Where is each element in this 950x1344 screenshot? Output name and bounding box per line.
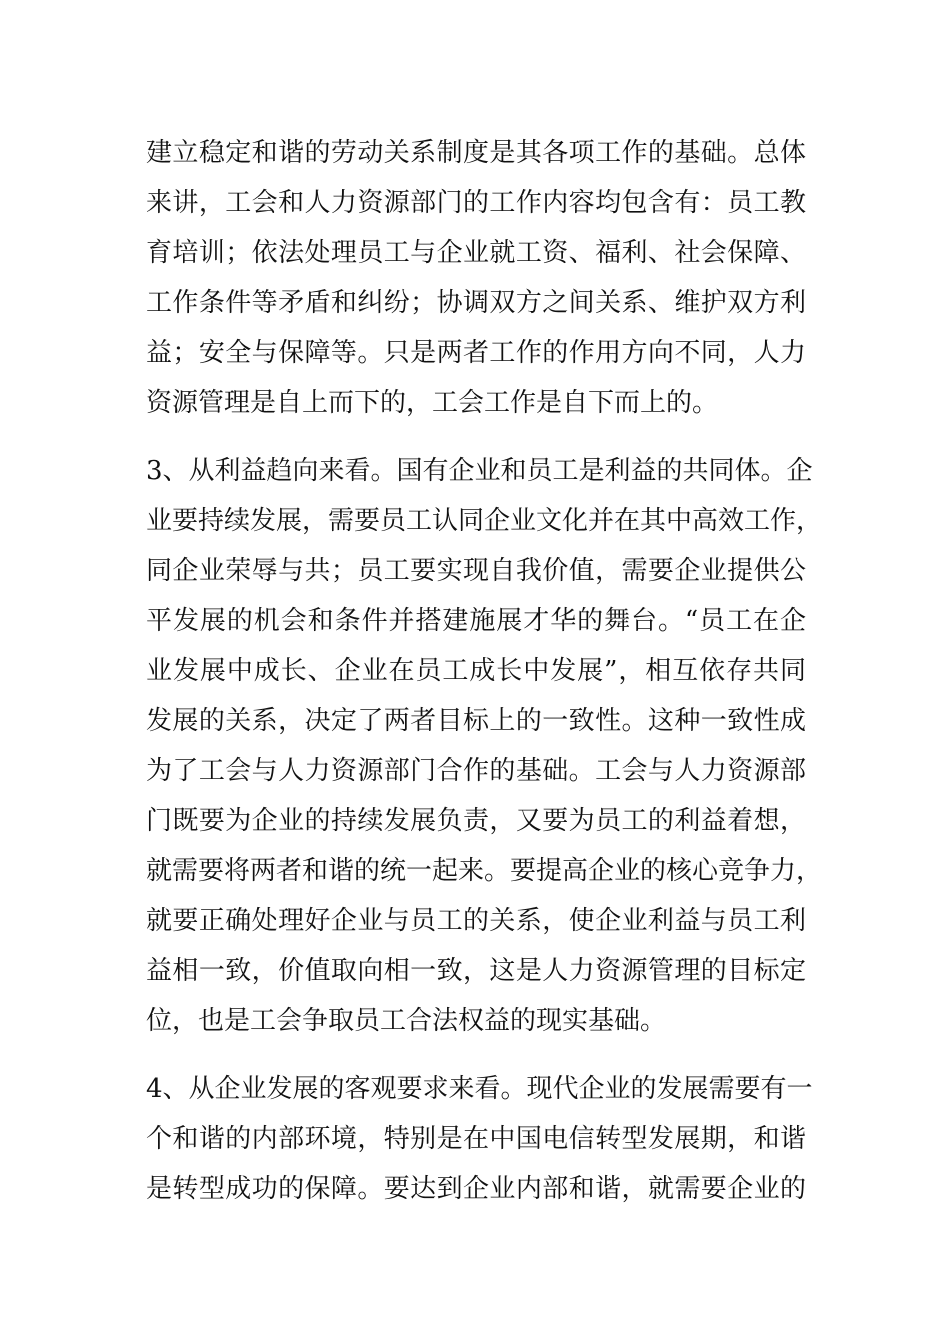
text-line: 同企业荣辱与共；员工要实现自我价值，需要企业提供公 (146, 556, 806, 586)
text-line: 业要持续发展，需要员工认同企业文化并在其中高效工作， (146, 506, 823, 536)
text-line: 益；安全与保障等。只是两者工作的作用方向不同，人力 (146, 338, 806, 368)
text-line: 资源管理是自上而下的，工会工作是自下而上的。 (146, 388, 719, 418)
paragraph-point-4 (146, 1064, 813, 1214)
text-line: 4、从企业发展的客观要求来看。现代企业的发展需要有一 (146, 1074, 813, 1104)
text-line: 是转型成功的保障。要达到企业内部和谐，就需要企业的 (146, 1174, 806, 1204)
text-line: 个和谐的内部环境，特别是在中国电信转型发展期，和谐 (146, 1124, 806, 1154)
text-line: 工作条件等矛盾和纠纷；协调双方之间关系、维护双方利 (146, 288, 806, 318)
text-line: 来讲，工会和人力资源部门的工作内容均包含有：员工教 (146, 188, 806, 218)
text-line: 业发展中成长、企业在员工成长中发展”，相互依存共同 (146, 656, 806, 686)
text-line: 平发展的机会和条件并搭建施展才华的舞台。“员工在企 (146, 606, 806, 636)
text-line: 育培训；依法处理员工与企业就工资、福利、社会保障、 (146, 238, 806, 268)
paragraph-labor-relations (146, 128, 806, 428)
text-line: 益相一致，价值取向相一致，这是人力资源管理的目标定 (146, 956, 806, 986)
text-line: 门既要为企业的持续发展负责，又要为员工的利益着想， (146, 806, 806, 836)
text-line: 为了工会与人力资源部门合作的基础。工会与人力资源部 (146, 756, 806, 786)
text-line: 3、从利益趋向来看。国有企业和员工是利益的共同体。企 (146, 456, 813, 486)
paragraph-point-3 (146, 446, 823, 1046)
text-line: 发展的关系，决定了两者目标上的一致性。这种一致性成 (146, 706, 806, 736)
text-line: 位，也是工会争取员工合法权益的现实基础。 (146, 1006, 667, 1036)
text-line: 就需要将两者和谐的统一起来。要提高企业的核心竞争力， (146, 856, 823, 886)
text-line: 就要正确处理好企业与员工的关系，使企业利益与员工利 (146, 906, 806, 936)
text-line: 建立稳定和谐的劳动关系制度是其各项工作的基础。总体 (146, 138, 806, 168)
document-body (146, 128, 823, 1232)
